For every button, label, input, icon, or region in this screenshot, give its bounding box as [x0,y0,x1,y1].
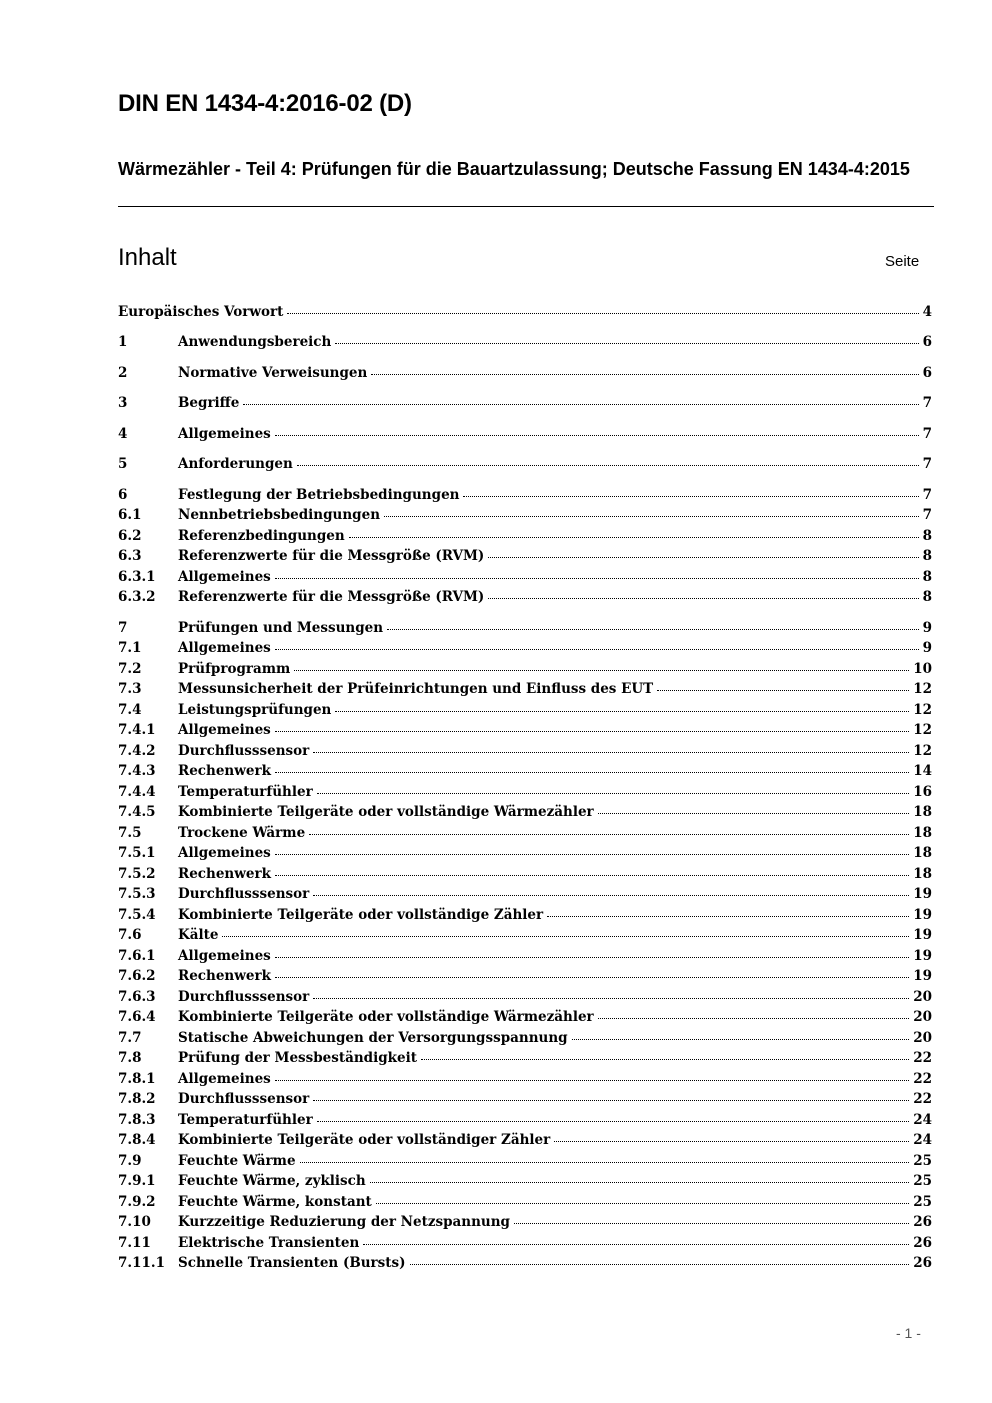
toc-entry-page: 25 [913,1194,932,1210]
toc-entry-number: 7.10 [118,1214,151,1230]
toc-entry-number: 7.4.1 [118,722,156,738]
toc-entry-page: 22 [913,1071,932,1087]
toc-entry-page: 9 [922,640,932,656]
toc-dot-leader [335,707,909,712]
toc-entry-title: Begriffe [178,395,240,411]
toc-entry-number: 7.9 [118,1153,142,1169]
toc-dot-leader [313,748,909,753]
toc-entry-number: 7.4.2 [118,743,156,759]
toc-entry-title: Feuchte Wärme, konstant [178,1194,372,1210]
toc-dot-leader [275,850,909,855]
toc-entry-page: 12 [913,702,932,718]
toc-entry[interactable] [118,1253,932,1273]
toc-entry[interactable] [118,332,932,352]
toc-entry-page: 8 [922,589,932,605]
toc-entry-title: Feuchte Wärme, zyklisch [178,1173,366,1189]
toc-entry-title: Kurzzeitige Reduzierung der Netzspannung [178,1214,510,1230]
toc-entry-page: 7 [922,395,932,411]
toc-dot-leader [313,994,909,999]
toc-entry[interactable] [118,393,932,413]
toc-entry-number: 7.6.3 [118,989,156,1005]
toc-entry-number: 7.6.4 [118,1009,156,1025]
toc-entry[interactable] [118,567,932,587]
toc-entry-page: 12 [913,681,932,697]
toc-entry-number: 7.9.2 [118,1194,156,1210]
toc-entry-page: 26 [913,1235,932,1251]
toc-entry-number: 7.6.1 [118,948,156,964]
toc-entry[interactable] [118,1192,932,1212]
toc-entry-title: Normative Verweisungen [178,365,368,381]
toc-entry-number: 7.8 [118,1050,142,1066]
toc-entry-page: 8 [922,569,932,585]
toc-entry[interactable] [118,823,932,843]
toc-dot-leader [275,768,909,773]
toc-entry[interactable] [118,454,932,474]
toc-entry[interactable] [118,618,932,638]
toc-entry-number: 7.11 [118,1235,151,1251]
toc-entry-number: 7.9.1 [118,1173,156,1189]
toc-entry-number: 7.6 [118,927,142,943]
toc-dot-leader [371,370,918,375]
toc-entry-page: 18 [913,866,932,882]
toc-entry-number: 2 [118,365,128,381]
toc-entry-title: Rechenwerk [178,866,271,882]
toc-entry[interactable] [118,1130,932,1150]
toc-entry-page: 9 [922,620,932,636]
toc-entry-number: 7.8.3 [118,1112,156,1128]
toc-entry-page: 19 [913,927,932,943]
toc-entry-page: 7 [922,507,932,523]
toc-dot-leader [275,953,909,958]
toc-entry-page: 8 [922,528,932,544]
toc-entry-title: Nennbetriebsbedingungen [178,507,381,523]
toc-entry-page: 20 [913,1030,932,1046]
toc-dot-leader [243,400,918,405]
toc-entry-title: Elektrische Transienten [178,1235,360,1251]
toc-entry-number: 6.3 [118,548,142,564]
toc-dot-leader [463,492,918,497]
toc-entry-page: 19 [913,948,932,964]
toc-dot-leader [275,574,919,579]
toc-entry-page: 22 [913,1050,932,1066]
toc-dot-leader [598,1014,910,1019]
toc-entry[interactable] [118,782,932,802]
toc-dot-leader [300,1158,910,1163]
toc-page-column-label: Seite [885,253,920,270]
toc-entry-title: Kombinierte Teilgeräte oder vollständige Wärmezähler [178,804,594,820]
toc-entry-title: Allgemeines [178,948,271,964]
toc-entry-page: 7 [922,426,932,442]
toc-entry[interactable] [118,1028,932,1048]
toc-entry-number: 7.4.4 [118,784,156,800]
toc-entry-number: 7.5 [118,825,142,841]
toc-entry-number: 7.5.4 [118,907,156,923]
toc-entry-page: 6 [922,365,932,381]
toc-entry-page: 14 [913,763,932,779]
page-number: - 1 - [896,1325,921,1341]
toc-entry-number: 7.4 [118,702,142,718]
toc-entry-page: 16 [913,784,932,800]
toc-entry-title: Allgemeines [178,640,271,656]
toc-entry[interactable] [118,1151,932,1171]
toc-entry-title: Allgemeines [178,569,271,585]
toc-entry[interactable] [118,925,932,945]
toc-entry-page: 12 [913,722,932,738]
toc-entry-title: Schnelle Transienten (Bursts) [178,1255,406,1271]
toc-entry-title: Allgemeines [178,722,271,738]
toc-dot-leader [387,625,919,630]
toc-entry-number: 7.8.4 [118,1132,156,1148]
toc-entry-number: 1 [118,334,128,350]
toc-entry-title: Anwendungsbereich [178,334,332,350]
toc-entry-page: 24 [913,1112,932,1128]
toc-entry-number: 6.2 [118,528,142,544]
toc-entry[interactable] [118,587,932,607]
toc-entry-number: 7.3 [118,681,142,697]
toc-entry-number: 7.8.2 [118,1091,156,1107]
toc-entry-number: 7.5.3 [118,886,156,902]
toc-entry-number: 7.5.1 [118,845,156,861]
toc-entry-title: Messunsicherheit der Prüfeinrichtungen und Einfluss des EUT [178,681,654,697]
toc-dot-leader [488,594,918,599]
toc-entry[interactable] [118,946,932,966]
toc-entry-number: 3 [118,395,128,411]
toc-entry-page: 18 [913,825,932,841]
toc-dot-leader [376,1199,909,1204]
toc-dot-leader [287,309,918,314]
toc-entry[interactable] [118,1212,932,1232]
document-subtitle: Wärmezähler - Teil 4: Prüfungen für die Bauartzulassung; Deutsche Fassung EN 1434-4:2015 [118,159,910,179]
toc-entry[interactable] [118,966,932,986]
toc-dot-leader [297,461,919,466]
toc-entry[interactable] [118,884,932,904]
toc-dot-leader [317,789,910,794]
toc-entry-page: 22 [913,1091,932,1107]
toc-entry-number: 7.5.2 [118,866,156,882]
toc-entry[interactable] [118,864,932,884]
toc-entry[interactable] [118,546,932,566]
toc-entry[interactable] [118,1110,932,1130]
toc-entry-title: Kombinierte Teilgeräte oder vollständige Zähler [178,907,544,923]
toc-entry[interactable] [118,761,932,781]
toc-entry[interactable] [118,638,932,658]
toc-dot-leader [349,533,919,538]
toc-entry-title: Leistungsprüfungen [178,702,332,718]
toc-dot-leader [554,1137,909,1142]
toc-entry-page: 19 [913,968,932,984]
toc-entry-page: 7 [922,456,932,472]
toc-entry-title: Temperaturfühler [178,1112,313,1128]
toc-entry-title: Rechenwerk [178,763,271,779]
toc-entry-title: Festlegung der Betriebsbedingungen [178,487,460,503]
toc-entry[interactable] [118,302,932,322]
toc-dot-leader [363,1240,909,1245]
toc-dot-leader [294,666,909,671]
toc-entry-page: 19 [913,886,932,902]
toc-dot-leader [275,431,919,436]
toc-entry-title: Referenzwerte für die Messgröße (RVM) [178,548,485,564]
toc-entry-title: Referenzwerte für die Messgröße (RVM) [178,589,485,605]
toc-entry-page: 18 [913,845,932,861]
toc-entry-page: 26 [913,1214,932,1230]
toc-entry-page: 19 [913,907,932,923]
toc-dot-leader [222,932,909,937]
toc-entry-page: 26 [913,1255,932,1271]
toc-entry-title: Allgemeines [178,426,271,442]
toc-entry[interactable] [118,987,932,1007]
toc-entry[interactable] [118,741,932,761]
toc-entry-page: 20 [913,1009,932,1025]
toc-dot-leader [598,809,910,814]
toc-entry-page: 6 [922,334,932,350]
toc-entry[interactable] [118,1233,932,1253]
toc-entry-title: Kombinierte Teilgeräte oder vollständiger Zähler [178,1132,551,1148]
toc-entry-number: 7.1 [118,640,142,656]
toc-entry-number: 7.4.3 [118,763,156,779]
toc-entry-number: 7.7 [118,1030,142,1046]
toc-entry[interactable] [118,679,932,699]
toc-entry-title: Kombinierte Teilgeräte oder vollständige Wärmezähler [178,1009,594,1025]
toc-entry-title: Durchflusssensor [178,743,310,759]
toc-entry[interactable] [118,363,932,383]
toc-entry-number: 7 [118,620,128,636]
toc-entry-page: 25 [913,1173,932,1189]
toc-entry[interactable] [118,505,932,525]
toc-entry[interactable] [118,905,932,925]
toc-entry-title: Europäisches Vorwort [118,304,284,320]
toc-entry-number: 7.4.5 [118,804,156,820]
toc-entry-page: 7 [922,487,932,503]
toc-dot-leader [370,1178,910,1183]
toc-entry-number: 7.6.2 [118,968,156,984]
toc-entry[interactable] [118,720,932,740]
toc-entry-title: Durchflusssensor [178,886,310,902]
toc-entry-number: 4 [118,426,128,442]
toc-entry-page: 20 [913,989,932,1005]
toc-entry-number: 6.1 [118,507,142,523]
toc-dot-leader [488,553,918,558]
toc-entry[interactable] [118,424,932,444]
toc-entry-number: 6 [118,487,128,503]
toc-entry-title: Feuchte Wärme [178,1153,296,1169]
toc-entry[interactable] [118,1048,932,1068]
toc-dot-leader [275,727,909,732]
toc-entry[interactable] [118,1089,932,1109]
toc-entry-number: 7.8.1 [118,1071,156,1087]
toc-entry-title: Statische Abweichungen der Versorgungsspannung [178,1030,568,1046]
toc-entry-number: 6.3.1 [118,569,156,585]
toc-dot-leader [657,686,909,691]
toc-dot-leader [547,912,909,917]
toc-dot-leader [275,973,909,978]
toc-entry-page: 10 [913,661,932,677]
toc-entry-title: Durchflusssensor [178,989,310,1005]
toc-dot-leader [384,512,919,517]
toc-dot-leader [309,830,909,835]
toc-entry-title: Durchflusssensor [178,1091,310,1107]
toc-dot-leader [335,339,918,344]
toc-entry[interactable] [118,659,932,679]
toc-entry-title: Kälte [178,927,219,943]
toc-heading: Inhalt [118,244,177,271]
toc-entry[interactable] [118,700,932,720]
toc-dot-leader [313,891,909,896]
toc-dot-leader [410,1260,910,1265]
toc-entry-page: 4 [922,304,932,320]
document-title: DIN EN 1434-4:2016-02 (D) [118,90,412,117]
toc-entry-page: 25 [913,1153,932,1169]
toc-dot-leader [572,1035,910,1040]
toc-entry-title: Referenzbedingungen [178,528,345,544]
toc-entry[interactable] [118,526,932,546]
toc-entry-page: 12 [913,743,932,759]
toc-entry-number: 7.11.1 [118,1255,165,1271]
toc-dot-leader [514,1219,909,1224]
toc-entry-title: Allgemeines [178,845,271,861]
toc-entry[interactable] [118,802,932,822]
toc-entry[interactable] [118,485,932,505]
toc-entry-title: Anforderungen [178,456,293,472]
toc-entry-page: 18 [913,804,932,820]
header-divider [118,206,934,207]
toc-dot-leader [275,1076,909,1081]
toc-entry-title: Temperaturfühler [178,784,313,800]
toc-entry-title: Prüfung der Messbeständigkeit [178,1050,417,1066]
toc-entry-title: Allgemeines [178,1071,271,1087]
toc-entry-title: Rechenwerk [178,968,271,984]
toc-entry[interactable] [118,1007,932,1027]
toc-entry-title: Trockene Wärme [178,825,306,841]
toc-dot-leader [421,1055,909,1060]
toc-entry-number: 6.3.2 [118,589,156,605]
toc-entry-title: Prüfprogramm [178,661,291,677]
toc-entry-page: 8 [922,548,932,564]
toc-entry[interactable] [118,1171,932,1191]
toc-dot-leader [313,1096,909,1101]
toc-entry-number: 5 [118,456,128,472]
toc-dot-leader [317,1117,910,1122]
toc-entry-number: 7.2 [118,661,142,677]
toc-dot-leader [275,871,909,876]
toc-entry-title: Prüfungen und Messungen [178,620,384,636]
toc-entry-page: 24 [913,1132,932,1148]
toc-entry[interactable] [118,843,932,863]
toc-dot-leader [275,645,919,650]
toc-entry[interactable] [118,1069,932,1089]
